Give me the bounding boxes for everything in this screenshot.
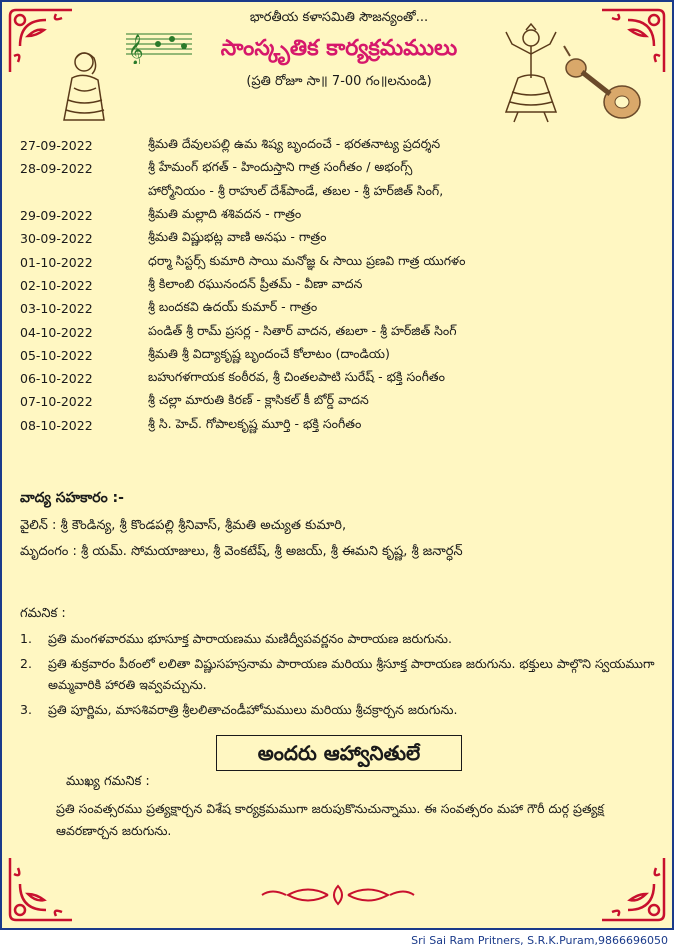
schedule-date: 02-10-2022 — [20, 277, 93, 293]
schedule-row — [20, 250, 660, 273]
page-title: సాంస్కృతిక కార్యక్రమములు — [220, 36, 458, 61]
accompaniment-list — [20, 518, 463, 570]
schedule-row — [20, 157, 660, 180]
schedule-date: 04-10-2022 — [20, 324, 93, 340]
schedule-row — [20, 320, 660, 343]
note-text: ప్రతి పూర్ణిమ, మాసశివరాత్రి శ్రీలలితాచండీహోమములు మరియు శ్రీచక్రార్చన జరుగును. — [48, 702, 458, 717]
schedule-row — [20, 134, 660, 157]
schedule-desc: హార్మోనియం - శ్రీ రాహుల్ దేశ్‌పాండే, తబల - శ్రీ హర్‌జిత్ సింగ్, — [148, 182, 444, 198]
accompaniment-mridangam: మృదంగం : శ్రీ యమ్. సోమయాజులు, శ్రీ వెంకటేష్, శ్రీ అజయ్, శ్రీ ఈమని కృష్ణ, శ్రీ జనార్ధన్ — [20, 544, 463, 559]
welcome-banner: అందరు ఆహ్వానితులే — [216, 735, 462, 771]
schedule-desc: శ్రీమతి దేవులపల్లి ఉమ శిష్య బృందంచే - భరతనాట్య ప్రదర్శన — [148, 136, 441, 152]
schedule-desc: శ్రీ చల్లా మారుతి కిరణ్ - క్లాసికల్ కీ బోర్డ్ వాదన — [148, 392, 369, 408]
note-text: ప్రతి శుక్రవారం పీఠంలో లలితా విష్ణుసహస్రనామ పారాయణ మరియు శ్రీసూక్త పారాయణ జరుగును. భక్తులు పాల్గొని స్వయముగా అమ్మవారికి హారతి ఇవ్వవచ్చును. — [48, 656, 655, 692]
note-item — [20, 628, 660, 649]
schedule-row — [20, 344, 660, 367]
schedule-row — [20, 414, 660, 437]
accompaniment-violin: వైలిన్ : శ్రీ కౌండిన్య, శ్రీ కొండపల్లి శ్రీనివాస్, శ్రీమతి అచ్యుత కుమారి, — [20, 518, 347, 533]
schedule-date: 03-10-2022 — [20, 301, 93, 317]
important-note-text: ప్రతి సంవత్సరము ప్రత్యక్షార్చన విశేష కార్యక్రమముగా జరుపుకొనుచున్నాము. ఈ సంవత్సరం మహా గౌరీ దుర్గ ప్రత్యక్ష ఆవరణార్చన జరుగును. — [56, 801, 604, 838]
schedule-row — [20, 204, 660, 227]
schedule-desc: శ్రీ సి. హెచ్. గోపాలకృష్ణ మూర్తి - భక్తి సంగీతం — [148, 415, 362, 431]
schedule-date: 05-10-2022 — [20, 347, 93, 363]
schedule-row — [20, 367, 660, 390]
schedule-date: 01-10-2022 — [20, 254, 93, 270]
schedule-row — [20, 390, 660, 413]
bottom-ornament-icon — [258, 882, 418, 908]
schedule-date: 30-09-2022 — [20, 231, 93, 247]
header-time: (ప్రతి రోజూ సా॥ 7-00 గం॥లనుండి) — [246, 74, 432, 89]
note-number: 1. — [20, 631, 32, 646]
note-text: ప్రతి మంగళవారము భూసూక్త పారాయణము మణిద్వీపవర్ణనం పారాయణ జరుగును. — [48, 631, 452, 646]
schedule-date: 07-10-2022 — [20, 394, 93, 410]
schedule-date: 27-09-2022 — [20, 138, 93, 154]
note-item — [20, 653, 660, 695]
schedule-date: 08-10-2022 — [20, 417, 93, 433]
schedule-desc: పండిత్ శ్రీ రామ్ ప్రసర్ల - సితార్ వాదన, తబలా - శ్రీ హర్‌జిత్ సింగ్ — [148, 322, 457, 338]
schedule-desc: శ్రీ బందకవి ఉదయ్ కుమార్ - గాత్రం — [148, 299, 318, 315]
accompaniment-heading: వాద్య సహకారం :- — [20, 490, 124, 506]
header-subtitle: భారతీయ కళాసమితి సౌజన్యంతో... — [249, 10, 429, 25]
note-number: 2. — [20, 656, 32, 671]
schedule-date: 29-09-2022 — [20, 208, 93, 224]
schedule-row — [20, 274, 660, 297]
schedule-row — [20, 297, 660, 320]
svg-text:𝄞: 𝄞 — [128, 35, 144, 64]
schedule-desc: శ్రీ కిలాంబి రఘునందన్ ప్రీతమ్ - వీణా వాదన — [148, 275, 363, 291]
corner-ornament-bottom-left — [6, 854, 76, 924]
important-note-heading: ముఖ్య గమనిక : — [66, 774, 150, 789]
schedule-date: 28-09-2022 — [20, 161, 93, 177]
schedule-desc: ధర్మా సిస్టర్స్ కుమారి సాయి మనోజ్ఞ & సాయి ప్రణవి గాత్ర యుగళం — [148, 252, 466, 268]
schedule-row — [20, 181, 660, 204]
schedule-desc: శ్రీమతి విష్ణుభట్ల వాణి అనఘ - గాత్రం — [148, 229, 327, 245]
corner-ornament-bottom-right — [598, 854, 668, 924]
schedule-desc: శ్రీ హేమంగ్ భగత్ - హిందుస్తాని గాత్ర సంగీతం / అభంగ్స్ — [148, 159, 413, 175]
schedule-desc: బహుగళగాయక కంఠీరవ, శ్రీ చింతలపాటి సురేష్ - భక్తి సంగీతం — [148, 369, 445, 385]
note-number: 3. — [20, 702, 32, 717]
schedule-list — [20, 134, 660, 437]
schedule-date: 06-10-2022 — [20, 371, 93, 387]
schedule-row — [20, 227, 660, 250]
schedule-desc: శ్రీమతి మల్లాది శశివదన - గాత్రం — [148, 206, 302, 222]
notes-list — [20, 628, 660, 724]
schedule-desc: శ్రీమతి శ్రీ విద్యాకృష్ణ బృందంచే కోలాటం (దాండియ) — [148, 345, 390, 361]
notes-heading: గమనిక : — [20, 606, 66, 621]
note-item — [20, 699, 660, 720]
printer-footer: Sri Sai Ram Pritners, S.R.K.Puram,9866696050 — [411, 934, 668, 947]
